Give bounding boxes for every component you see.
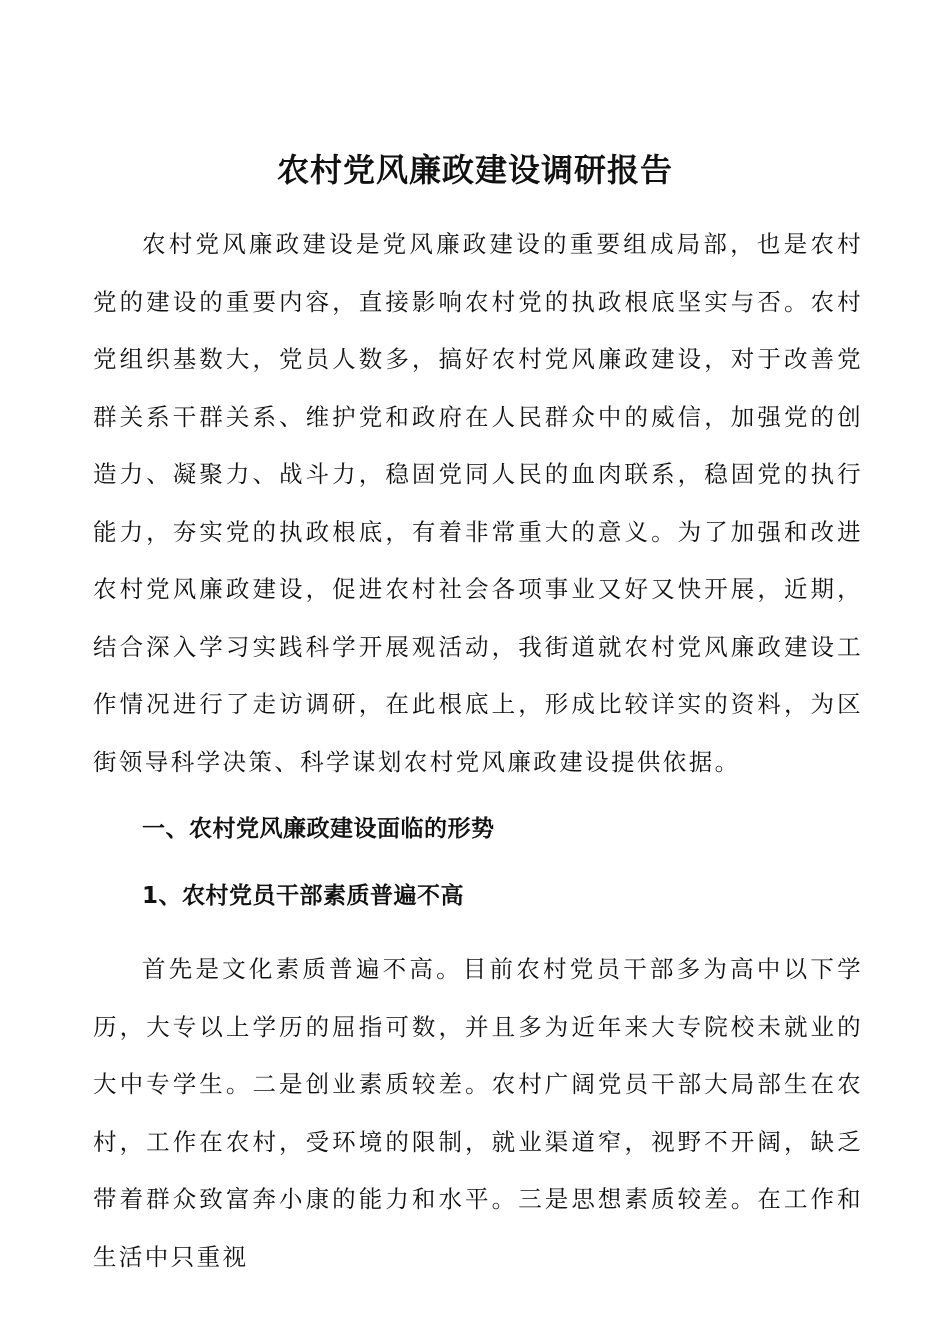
subsection-heading: 1、农村党员干部素质普遍不高 bbox=[142, 883, 465, 909]
document-title: 农村党风廉政建设调研报告 bbox=[276, 151, 673, 189]
intro-paragraph: 农村党风廉政建设是党风廉政建设的重要组成局部，也是农村党的建设的重要内容，直接影响农村党的执政根底坚实与否。农村党组织基数大，党员人数多，搞好农村党风廉政建设，对于改善党群关系干群关系、维护党和政府在人民群众中的威信，加强党的创造力、凝聚力、战斗力，稳固党同人民的血肉联系，稳固党的执行能力，夯实党的执政根底，有着非常重大的意义。为了加强和改进农村党风廉政建设，促进农村社会各项事业又好又快开展，近期，结合深入学习实践科学开展观活动，我街道就农村党风廉政建设工作情况进行了走访调研，在此根底上，形成比较详实的资料，为区街领导科学决策、科学谋划农村党风廉政建设提供依据。 bbox=[93, 230, 863, 776]
body-paragraph: 首先是文化素质普遍不高。目前农村党员干部多为高中以下学历，大专以上学历的屈指可数，并且多为近年来大专院校未就业的大中专学生。二是创业素质较差。农村广阔党员干部大局部生在农村，工作在农村，受环境的限制，就业渠道窄，视野不开阔，缺乏带着群众致富奔小康的能力和水平。三是思想素质较差。在工作和生活中只重视 bbox=[93, 955, 863, 1271]
section-heading: 一、农村党风廉政建设面临的形势 bbox=[142, 816, 495, 842]
